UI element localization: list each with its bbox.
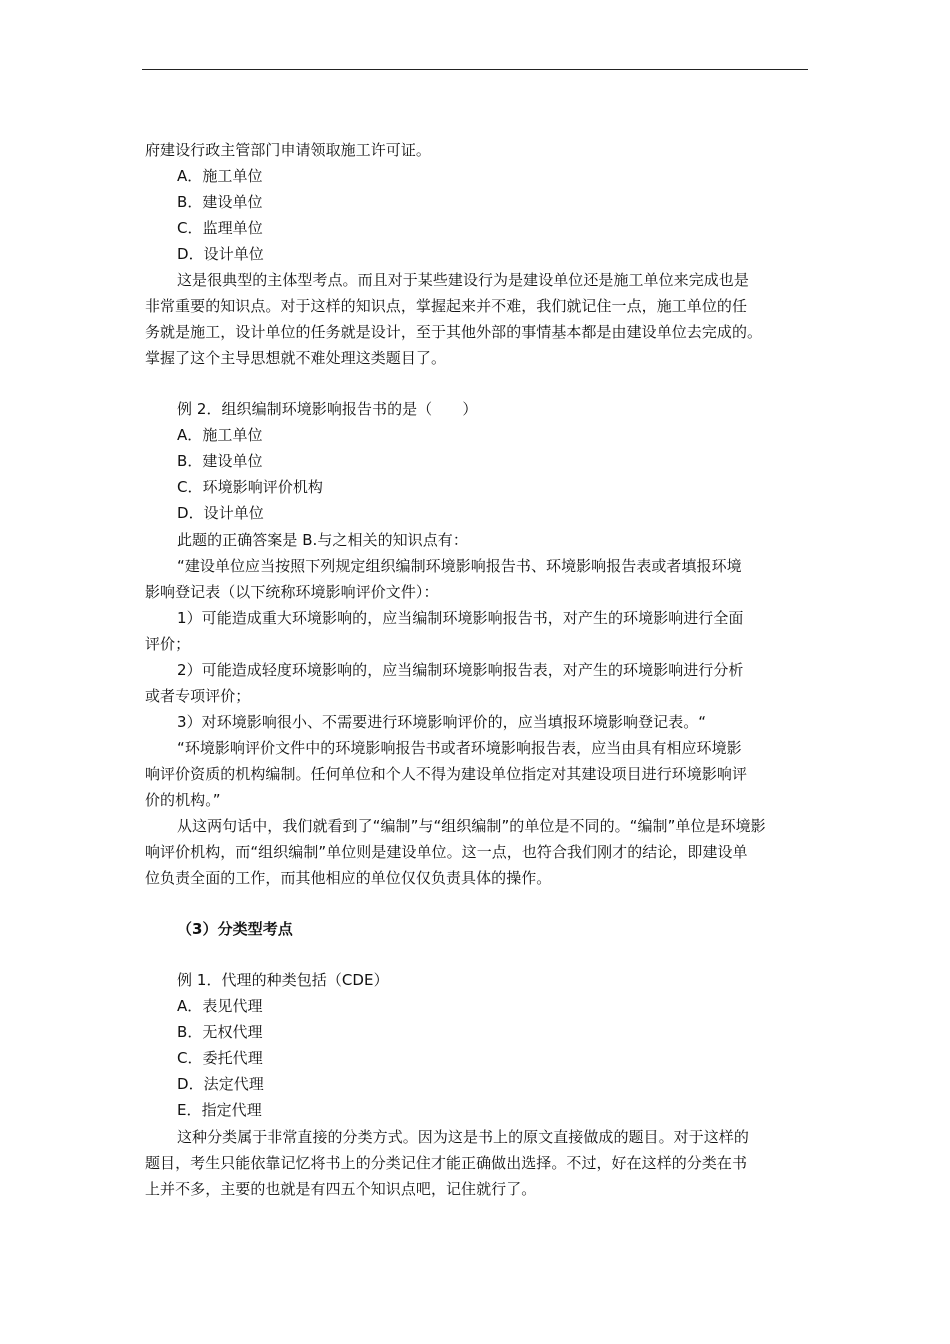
option-d: D．法定代理 xyxy=(177,1075,264,1093)
list-item-line: 3）对环境影响很小、不需要进行环境影响评价的，应当填报环境影响登记表。“ xyxy=(177,713,707,731)
paragraph-line: 务就是施工，设计单位的任务就是设计，至于其他外部的事情基本都是由建设单位去完成的。 xyxy=(145,323,763,341)
quote-line: “建设单位应当按照下列规定组织编制环境影响报告书、环境影响报告表或者填报环境 xyxy=(177,557,742,575)
option-a: A．表见代理 xyxy=(177,997,263,1015)
option-b: B．无权代理 xyxy=(177,1023,263,1041)
list-item-line: 评价； xyxy=(145,635,191,653)
section-heading: （3）分类型考点 xyxy=(177,920,293,938)
text-line: 府建设行政主管部门申请领取施工许可证。 xyxy=(145,141,431,159)
paragraph-line: 这是很典型的主体型考点。而且对于某些建设行为是建设单位还是施工单位来完成也是 xyxy=(177,271,749,289)
paragraph-line: 位负责全面的工作，而其他相应的单位仅仅负责具体的操作。 xyxy=(145,869,552,887)
quote-line: “环境影响评价文件中的环境影响报告书或者环境影响报告表，应当由具有相应环境影 xyxy=(177,739,742,757)
question-line: 例 2．组织编制环境影响报告书的是（ ） xyxy=(177,400,478,418)
answer-line: 此题的正确答案是 B.与之相关的知识点有： xyxy=(177,531,468,549)
option-c: C．环境影响评价机构 xyxy=(177,478,323,496)
option-d: D．设计单位 xyxy=(177,504,264,522)
paragraph-line: 非常重要的知识点。对于这样的知识点，掌握起来并不难，我们就记住一点，施工单位的任 xyxy=(145,297,748,315)
paragraph-line: 从这两句话中，我们就看到了“编制”与“组织编制”的单位是不同的。“编制”单位是环境影 xyxy=(177,817,766,835)
option-d: D．设计单位 xyxy=(177,245,264,263)
option-e: E．指定代理 xyxy=(177,1101,262,1119)
paragraph-line: 上并不多，主要的也就是有四五个知识点吧，记住就行了。 xyxy=(145,1180,537,1198)
list-item-line: 2）可能造成轻度环境影响的，应当编制环境影响报告表，对产生的环境影响进行分析 xyxy=(177,661,744,679)
quote-line: 价的机构。” xyxy=(145,791,221,809)
quote-line: 影响登记表（以下统称环境影响评价文件）： xyxy=(145,583,439,601)
option-a: A．施工单位 xyxy=(177,426,263,444)
list-item-line: 1）可能造成重大环境影响的，应当编制环境影响报告书，对产生的环境影响进行全面 xyxy=(177,609,744,627)
list-item-line: 或者专项评价； xyxy=(145,687,251,705)
paragraph-line: 掌握了这个主导思想就不难处理这类题目了。 xyxy=(145,349,447,367)
header-rule xyxy=(142,69,808,70)
paragraph-line: 这种分类属于非常直接的分类方式。因为这是书上的原文直接做成的题目。对于这样的 xyxy=(177,1128,749,1146)
option-a: A．施工单位 xyxy=(177,167,263,185)
option-b: B．建设单位 xyxy=(177,193,263,211)
quote-line: 响评价资质的机构编制。任何单位和个人不得为建设单位指定对其建设项目进行环境影响评 xyxy=(145,765,748,783)
option-b: B．建设单位 xyxy=(177,452,263,470)
option-c: C．委托代理 xyxy=(177,1049,263,1067)
question-line: 例 1．代理的种类包括（CDE） xyxy=(177,971,389,989)
paragraph-line: 题目，考生只能依靠记忆将书上的分类记住才能正确做出选择。不过，好在这样的分类在书 xyxy=(145,1154,748,1172)
paragraph-line: 响评价机构，而“组织编制”单位则是建设单位。这一点，也符合我们刚才的结论，即建设单 xyxy=(145,843,748,861)
option-c: C．监理单位 xyxy=(177,219,263,237)
